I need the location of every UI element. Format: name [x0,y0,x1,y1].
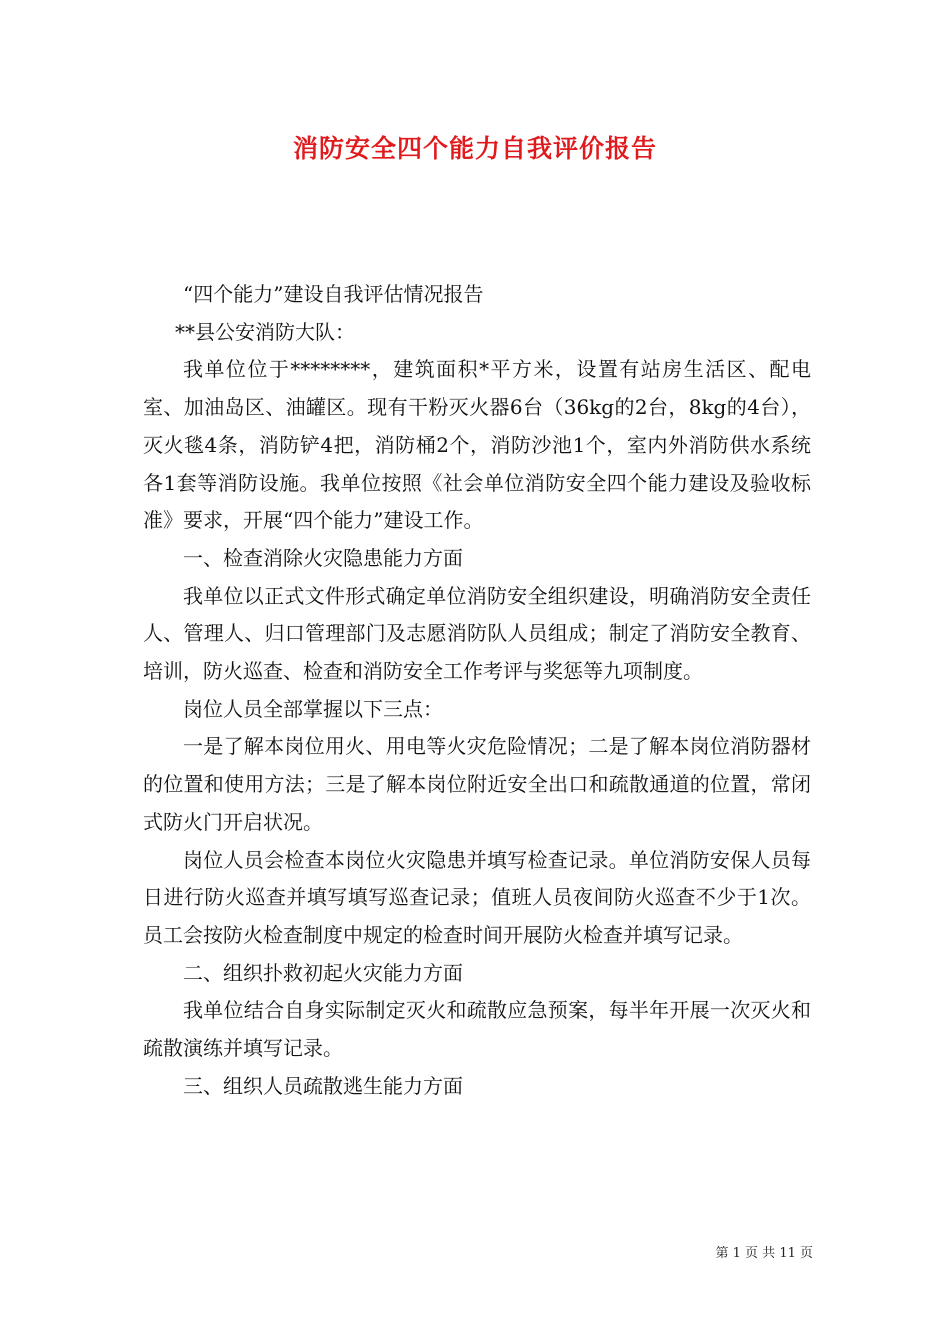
section-heading-1: 一、检查消除火灾隐患能力方面 [183,545,463,570]
addressee: **县公安消防大队： [175,319,355,344]
page-indicator: 第 1 页 共 11 页 [715,1246,813,1261]
paragraph-staff-points: 岗位人员全部掌握以下三点： [183,696,443,721]
section-heading-2: 二、组织扑救初起火灾能力方面 [183,960,463,985]
section-heading-3: 三、组织人员疏散逃生能力方面 [183,1073,463,1098]
document-title: 消防安全四个能力自我评价报告 [292,134,657,163]
paragraph-three-points: 一是了解本岗位用火、用电等火灾危险情况；二是了解本岗位消防器材的位置和使用方法；三是了解本岗位附近安全出口和疏散通道的位置，常闭式防火门开启状况。 [143,734,811,834]
report-subtitle: “四个能力”建设自我评估情况报告 [183,282,484,306]
document-body [143,276,811,1105]
paragraph-organization: 我单位以正式文件形式确定单位消防安全组织建设，明确消防安全责任人、管理人、归口管理部门及志愿消防队人员组成；制定了消防安全教育、培训，防火巡查、检查和消防安全工作考评与奖惩等九项制度。 [143,583,811,684]
paragraph-inspection: 岗位人员会检查本岗位火灾隐患并填写检查记录。单位消防安保人员每日进行防火巡查并填写填写巡查记录；值班人员夜间防火巡查不少于1次。员工会按防火检查制度中规定的检查时间开展防火检查并填写记录。 [143,847,811,947]
paragraph-drills: 我单位结合自身实际制定灭火和疏散应急预案，每半年开展一次灭火和疏散演练并填写记录。 [143,998,811,1061]
paragraph-intro: 我单位位于********，建筑面积*平方米，设置有站房生活区、配电室、加油岛区、油罐区。现有干粉灭火器6台（36kg的2台，8kg的4台），灭火毯4条，消防铲4把，消防桶2个，消防沙池1个，室内外消防供水系统各1套等消防设施。我单位按照《社会单位消防安全四个能力建设及验收标准》要求，开展“四个能力”建设工作。 [143,357,811,533]
